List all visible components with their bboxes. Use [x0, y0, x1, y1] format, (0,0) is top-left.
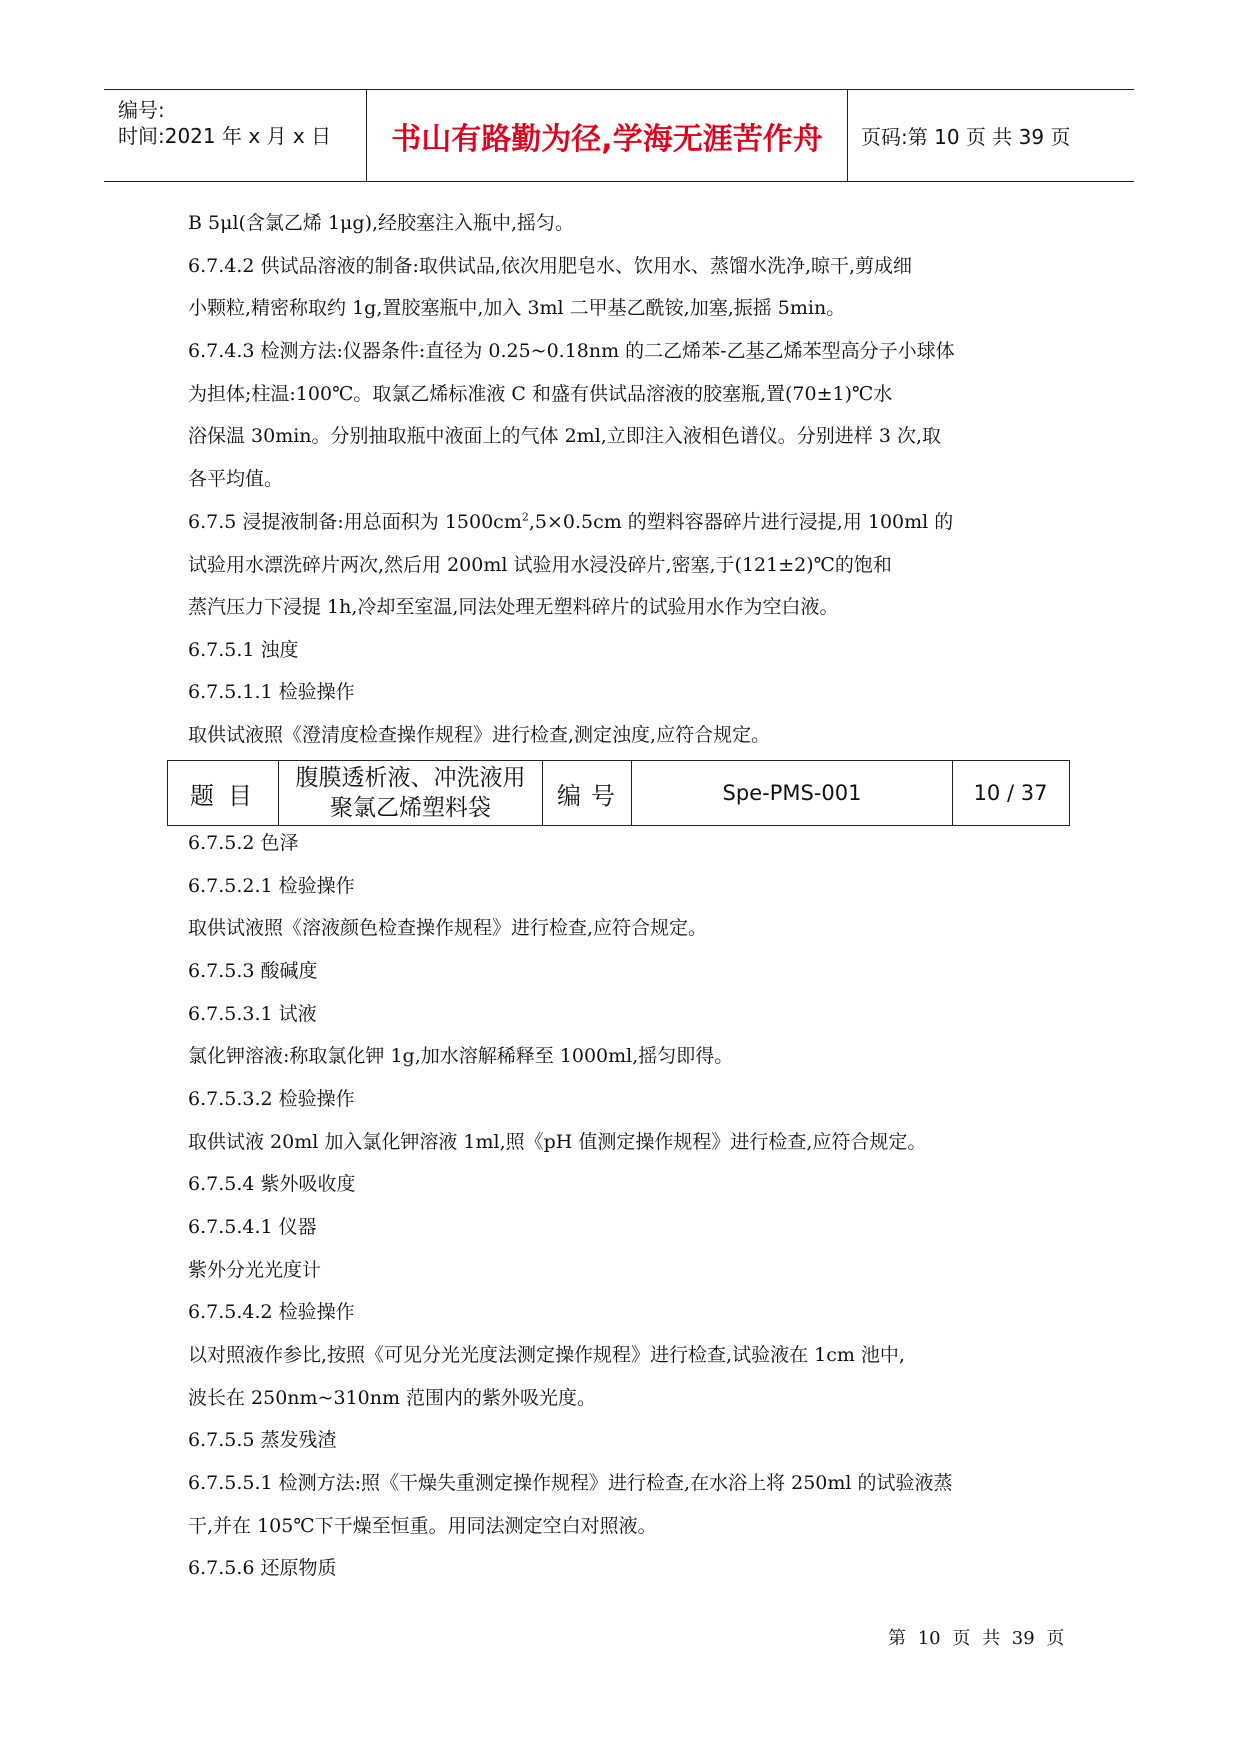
body-line: 取供试液照《溶液颜色检查操作规程》进行检查,应符合规定。 — [188, 917, 708, 939]
body-line: 6.7.4.3 检测方法:仪器条件:直径为 0.25~0.18nm 的二乙烯苯-乙基乙烯苯型高分子小球体 — [188, 340, 955, 362]
body-line: 试验用水漂洗碎片两次,然后用 200ml 试验用水浸没碎片,密塞,于(121±2)℃的饱和 — [188, 554, 892, 576]
section-heading: 6.7.5.1.1 检验操作 — [188, 681, 355, 703]
body-line: B 5μl(含氯乙烯 1μg),经胶塞注入瓶中,摇匀。 — [188, 212, 575, 234]
body-line: 以对照液作参比,按照《可见分光光度法测定操作规程》进行检查,试验液在 1cm 池中, — [188, 1344, 905, 1366]
document-title-table — [167, 760, 1070, 826]
body-line: 取供试液 20ml 加入氯化钾溶液 1ml,照《pH 值测定操作规程》进行检查,应符合规定。 — [188, 1131, 927, 1153]
section-heading: 6.7.5.3 酸碱度 — [188, 960, 318, 982]
superscript-2: 2 — [521, 510, 529, 524]
body-line: 取供试液照《澄清度检查操作规程》进行检查,测定浊度,应符合规定。 — [188, 724, 771, 746]
header-motto-cell — [367, 90, 848, 181]
subject-value — [279, 761, 543, 825]
body-line: 波长在 250nm~310nm 范围内的紫外吸光度。 — [188, 1387, 597, 1409]
section-heading: 6.7.5.4 紫外吸收度 — [188, 1173, 356, 1195]
body-line: 各平均值。 — [188, 468, 284, 490]
table-page-value: 10 / 37 — [973, 781, 1048, 805]
code-label: 编号 — [543, 761, 632, 825]
code-value: Spe-PMS-001 — [632, 761, 953, 825]
body-line-extraction — [188, 509, 953, 535]
section-heading: 6.7.5.5 蒸发残渣 — [188, 1429, 337, 1451]
subject-label: 题目 — [168, 761, 279, 825]
extraction-text-post: ,5×0.5cm 的塑料容器碎片进行浸提,用 100ml 的 — [528, 511, 954, 533]
section-heading: 6.7.5.1 浊度 — [188, 639, 299, 661]
body-line: 6.7.5.5.1 检测方法:照《干燥失重测定操作规程》进行检查,在水浴上将 250ml 的试验液蒸 — [188, 1472, 953, 1494]
header-page-cell — [849, 90, 1134, 181]
section-heading: 6.7.5.4.2 检验操作 — [188, 1301, 355, 1323]
section-heading: 6.7.5.2 色泽 — [188, 832, 299, 854]
body-line: 干,并在 105℃下干燥至恒重。用同法测定空白对照液。 — [188, 1515, 657, 1537]
section-heading: 6.7.5.3.2 检验操作 — [188, 1088, 355, 1110]
body-line: 6.7.4.2 供试品溶液的制备:取供试品,依次用肥皂水、饮用水、蒸馏水洗净,晾干,剪成细 — [188, 255, 913, 277]
subject-line-2: 聚氯乙烯塑料袋 — [330, 795, 491, 821]
body-line: 蒸汽压力下浸提 1h,冷却至室温,同法处理无塑料碎片的试验用水作为空白液。 — [188, 596, 839, 618]
page-footer: 第 10 页 共 39 页 — [888, 1628, 1065, 1649]
number-label: 编号: — [118, 98, 165, 122]
extraction-text-pre: 6.7.5 浸提液制备:用总面积为 1500cm — [188, 511, 522, 533]
body-line: 为担体;柱温:100℃。取氯乙烯标准液 C 和盛有供试品溶液的胶塞瓶,置(70±1)℃水 — [188, 383, 893, 405]
body-line: 浴保温 30min。分别抽取瓶中液面上的气体 2ml,立即注入液相色谱仪。分别进样 3 次,取 — [188, 425, 942, 447]
section-heading: 6.7.5.2.1 检验操作 — [188, 875, 355, 897]
section-heading: 6.7.5.6 还原物质 — [188, 1557, 337, 1579]
subject-line-1: 腹膜透析液、冲洗液用 — [295, 765, 526, 791]
time-label: 时间:2021 年 x 月 x 日 — [118, 124, 332, 148]
section-heading: 6.7.5.3.1 试液 — [188, 1003, 317, 1025]
page-header — [104, 89, 1134, 182]
header-meta-cell — [104, 90, 367, 181]
body-line: 紫外分光光度计 — [188, 1259, 322, 1281]
section-heading: 6.7.5.4.1 仪器 — [188, 1216, 317, 1238]
motto-text: 书山有路勤为径,学海无涯苦作舟 — [391, 121, 823, 157]
body-line: 氯化钾溶液:称取氯化钾 1g,加水溶解稀释至 1000ml,摇匀即得。 — [188, 1045, 734, 1067]
body-line: 小颗粒,精密称取约 1g,置胶塞瓶中,加入 3ml 二甲基乙酰铵,加塞,振摇 5min。 — [188, 297, 846, 319]
page-info: 页码:第 10 页 共 39 页 — [861, 125, 1071, 149]
